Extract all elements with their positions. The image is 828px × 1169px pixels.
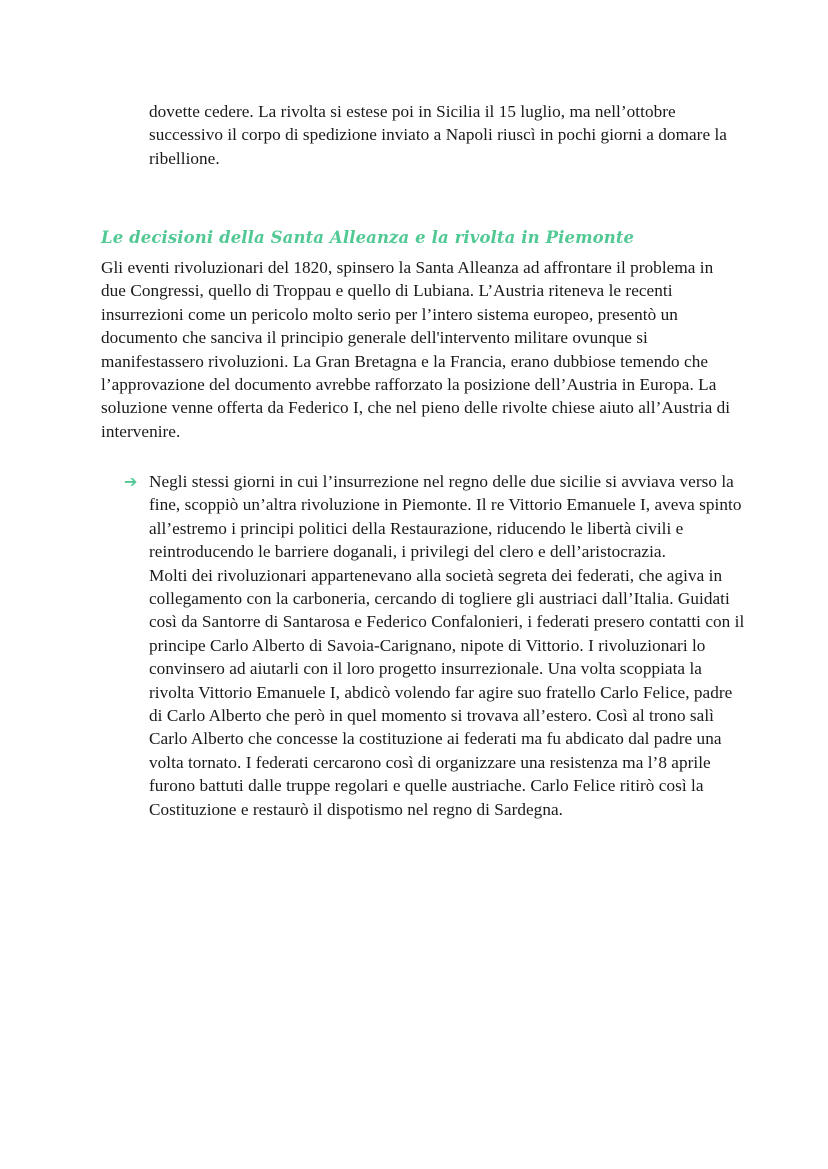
bullet-paragraph-2: Molti dei rivoluzionari appartenevano alla società segreta dei federati, che agiva in collegamento con la carboneria, cercando di togliere gli austriaci dall’Italia. Guidati così da Santorre di Santarosa e Federico Confalonieri, i federati presero contatti con il principe Carlo Alberto di Savoia-Carignano, nipote di Vittorio. I rivoluzionari lo convinsero ad aiutarli con il loro progetto insurrezionale. Una volta scoppiata la rivolta Vittorio Emanuele I, abdicò volendo far agire suo fratello Carlo Felice, padre di Carlo Alberto che però in quel momento si trovava all’estero. Così al trono salì Carlo Alberto che concesse la costituzione ai federati ma fu abdicato dal padre una volta tornato. I federati cercarono così di organizzare una resistenza ma l’8 aprile furono battuti dalle truppe regolari e quelle austriache. Carlo Felice ritirò così la Costituzione e restaurò il dispotismo nel regno di Sardegna. [149, 565, 745, 819]
intro-paragraph: dovette cedere. La rivolta si estese poi in Sicilia il 15 luglio, ma nell’ottobre successivo il corpo di spedizione inviato a Napoli riuscì in pochi giorni a domare la ribellione. [149, 102, 727, 168]
bullet-item [124, 470, 744, 821]
section-heading: Le decisioni della Santa Alleanza e la rivolta in Piemonte [101, 228, 635, 247]
bullet-text [149, 470, 749, 821]
bullet-paragraph-1: Negli stessi giorni in cui l’insurrezione nel regno delle due sicilie si avviava verso la fine, scoppiò un’altra rivoluzione in Piemonte. Il re Vittorio Emanuele I, aveva spinto all’estremo i principi politici della Restaurazione, riducendo le libertà civili e reintroducendo le barriere doganali, i privilegi del clero e dell’aristocrazia. [149, 472, 742, 562]
section-paragraph: Gli eventi rivoluzionari del 1820, spinsero la Santa Alleanza ad affrontare il problema in due Congressi, quello di Troppau e quello di Lubiana. L’Austria riteneva le recenti insurrezioni come un pericolo molto serio per l’intero sistema europeo, presentò un documento che sanciva il principio generale dell'intervento militare ovunque si manifestassero rivoluzioni. La Gran Bretagna e la Francia, erano dubbiose temendo che l’approvazione del documento avrebbe rafforzato la posizione dell’Austria in Europa. La soluzione venne offerta da Federico I, che nel pieno delle rivolte chiese aiuto all’Austria di intervenire. [101, 258, 731, 441]
arrow-right-icon: ➔ [124, 472, 138, 491]
